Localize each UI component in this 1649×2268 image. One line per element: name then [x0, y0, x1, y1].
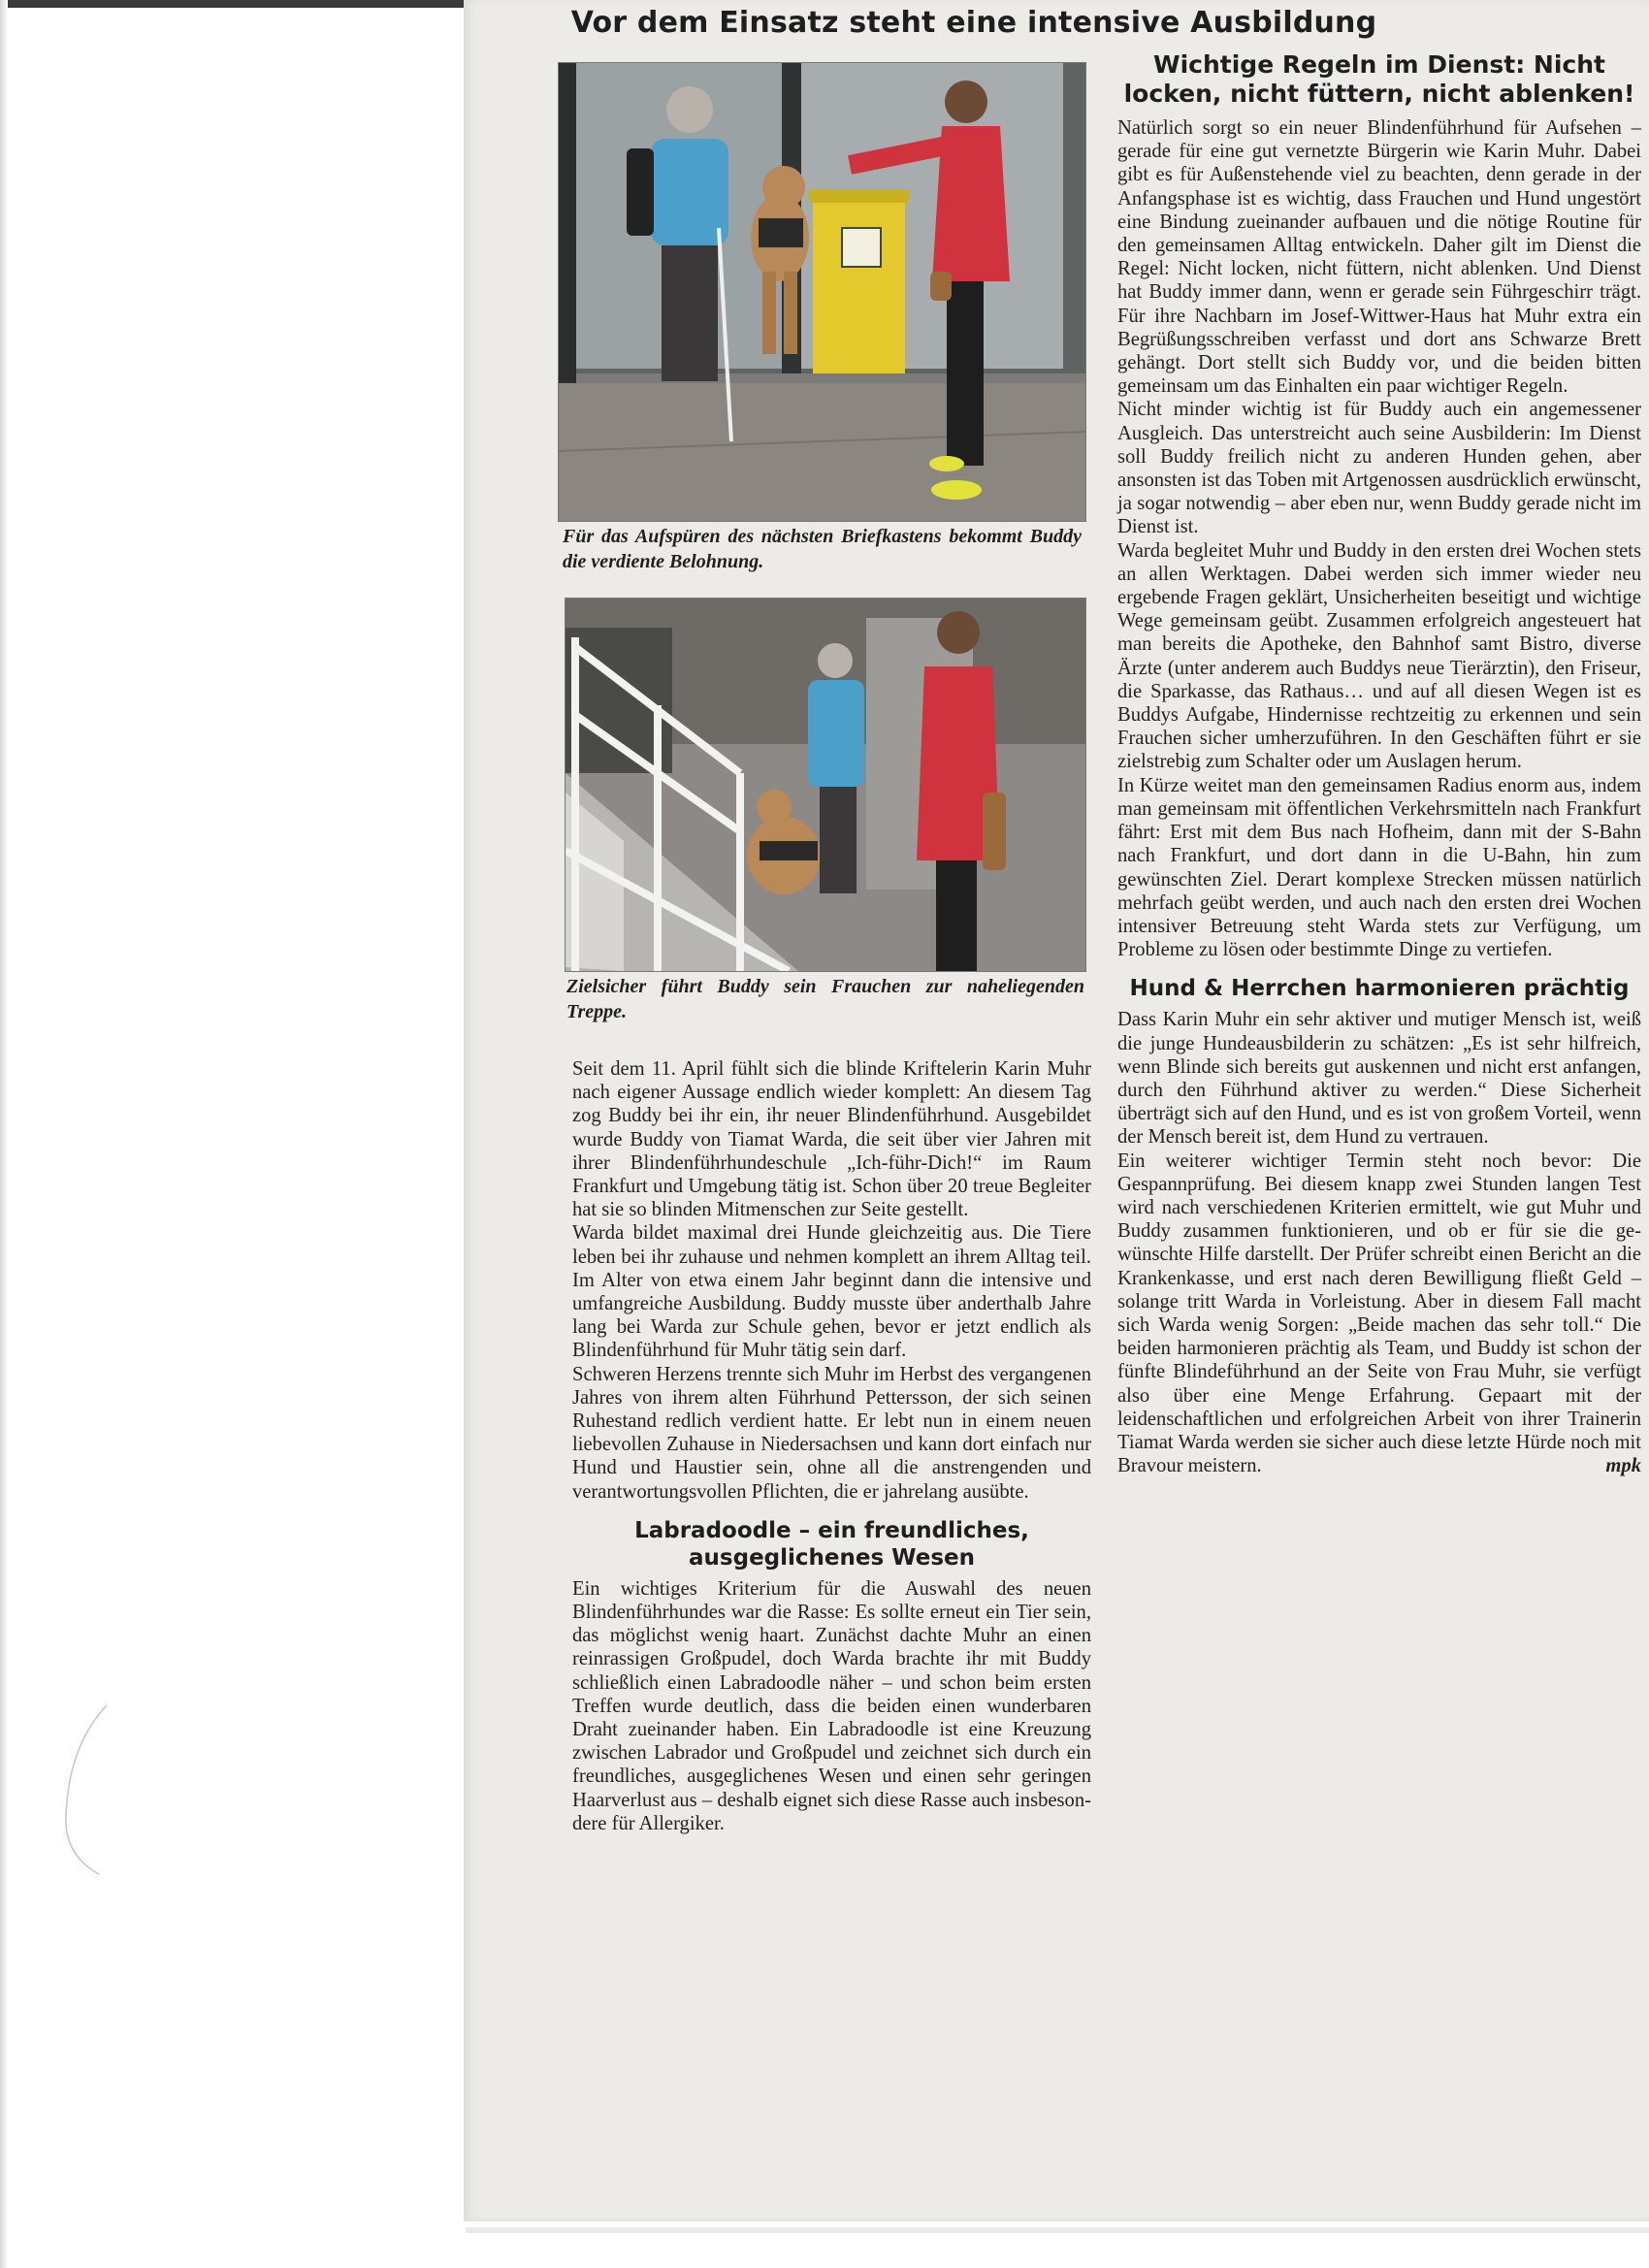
paragraph: In Kürze weitet man den gemeinsamen Radius enorm aus, indem man gemeinsam mit öffentlichen Verkehrsmitteln nach Frankfurt fährt: Erst mit dem Bus nach Hofheim, dann mit der S-Bahn nach Frankfurt, und dort dann in die U-Bahn, hin zum gewünschten Ziel. Derart komplexe Strecken müssen natürlich mehrfach geübt werden, und auch nach den ersten drei Wochen intensiver Betreuung steht Warda stets zur Verfügung, um Probleme zu lösen oder bestimmte Dinge zu vertiefen.	[1117, 774, 1641, 961]
scan-border-bottom	[466, 2227, 1649, 2233]
photo-staircase	[565, 598, 1086, 972]
scan-border-left	[0, 0, 8, 2268]
subheading-labradoodle: Labradoodle – ein freundliches, ausgeglichenes Wesen	[634, 1517, 1029, 1571]
photo-mailbox-reward-image	[559, 63, 1085, 521]
paragraph: Warda begleitet Muhr und Buddy in den ersten drei Wochen stets an allen Werktagen. Dabei werden sich immer wieder neu ergebende Fragen geklärt, Unsicherheiten beseitigt und wichtige Wege gemeinsam geübt. Zusammen erfolgreich angesteuert hat man bereits die Apotheke, den Bahnhof samt Bistro, diverse Ärzte (unter anderem auch Buddys neue Tierärztin), den Friseur, die Sparkasse, das Rathaus… und auf all diesen Wegen ist es Buddys Aufgabe, Hindernisse rechtzeitig zu erkennen und sein Frauchen sicher umherzuführen. In den Geschäften führt er sie zielstrebig zum Schalter oder um Auslagen herum.	[1117, 539, 1641, 773]
article-column-left	[572, 1057, 1091, 1835]
photo-mailbox-caption: Für das Aufspüren des nächsten Briefkastens bekommt Buddy die verdiente Belohnung.	[563, 526, 1082, 572]
paragraph: Warda bildet maximal drei Hunde gleichzeitig aus. Die Tiere leben bei ihr zuhause und nehmen komplett an ihrem Alltag teil. Im Alter von etwa einem Jahr beginnt dann die intensive und umfangreiche Ausbildung. Buddy musste über anderthalb Jahre lang bei Warda zur Schule gehen, bevor er jetzt endlich als Blindenführhund für Muhr tätig sein darf.	[572, 1222, 1091, 1362]
paragraph: Nicht minder wichtig ist für Buddy auch ein angemessener Ausgleich. Das unterstreicht auch seine Ausbilderin: Im Dienst soll Buddy freilich nicht zu anderen Hunden gehen, aber ansonsten ist das Toben mit Artgenossen ausdrücklich erwünscht, ja sogar notwendig – aber eben nur, wenn Buddy gerade nicht im Dienst ist.	[1117, 399, 1641, 538]
pencil-mark	[39, 1698, 126, 1882]
paragraph: Schweren Herzens trennte sich Muhr im Herbst des vergangenen Jahres von ihrem alten Führhund Pettersson, der sich seinen Ruhestand redlich verdient hatte. Er lebt nun in einem neuen liebevollen Zuhause in Niedersachsen und kann dort einfach nur Hund und Haustier sein, ohne all die anstrengenden und verantwortungsvollen Pflichten, die er jahrelang ausübte.	[572, 1363, 1091, 1503]
article-headline: Vor dem Einsatz steht eine intensive Ausbildung	[570, 6, 1377, 40]
article-column-right	[1117, 116, 1641, 1478]
author-byline: mpk	[1605, 1455, 1641, 1477]
paragraph: Seit dem 11. April fühlt sich die blinde Kriftelerin Karin Muhr nach eigener Aussage endlich wieder komplett: An diesem Tag zog Buddy bei ihr ein, ihr neuer Blindenführhund. Ausgebildet wurde Buddy von Tiamat Warda, die seit über vier Jahren mit ihrer Blindenführhundeschule „Ich-führ-Dich!“ im Raum Frankfurt und Umgebung tätig ist. Schon über 20 treue Begleiter hat sie so blinden Mitmenschen zur Seite gestellt.	[572, 1058, 1091, 1221]
paragraph: Ein weiterer wichtiger Termin steht noch bevor: Die Gespannprüfung. Bei diesem knapp zwei Stunden langen Test wird nach verschiedenen Kriterien ermittelt, wie gut Muhr und Buddy zusammen funktionieren, und ob er für sie die gewünschte Hilfe darstellt. Der Prüfer schreibt einen Bericht an die Krankenkasse, und erst nach deren Bewilligung fließt Geld – solange tritt Warda in Vorleistung. Aber in diesem Fall macht sich Warda wenig Sorgen: „Beide machen das sehr toll.“ Die beiden harmonieren prächtig als Team, und Buddy ist schon der fünfte Blindeführhund an der Seite von Frau Muhr, sie verfügt also über eine Menge Erfahrung. Gepaart mit der leidenschaftlichen und erfolgreichen Arbeit von ihrer Trainerin Tiamat Warda werden sie sicher auch diese letzte Hürde noch mit Bravour meistern.	[1117, 1150, 1641, 1477]
subheading-rules: Wichtige Regeln im Dienst: Nicht locken, nicht füttern, nicht ablenken!	[1123, 50, 1635, 108]
subheading-harmony: Hund & Herrchen harmonieren prächtig	[1129, 976, 1630, 1002]
paragraph: Ein wichtiges Kriterium für die Auswahl des neuen Blindenführhundes war die Rasse: Es sollte erneut ein Tier sein, das möglichst wenig haart. Zunächst dachte Muhr an einen reinrassigen Großpudel, doch Warda brachte ihr mit Buddy schließlich einen Labradoodle näher – und schon beim ersten Treffen wurde deutlich, dass die beiden einen wunderbaren Draht zueinander haben. Ein Labradoodle ist eine Kreuzung zwischen Labrador und Großpudel und zeichnet sich durch ein freundliches, ausgeglichenes Wesen und einen sehr geringen Haarverlust aus – deshalb eignet sich diese Rasse auch insbesondere für Allergiker.	[572, 1577, 1091, 1834]
paragraph: Natürlich sorgt so ein neuer Blindenführhund für Aufsehen – gerade für eine gut vernetzte Bürgerin wie Karin Muhr. Dabei gibt es für Außenstehende viel zu beachten, denn gerade in der Anfangsphase ist es wichtig, dass Frauchen und Hund ungestört eine Bindung zueinander aufbauen und die nötige Routine für den gemeinsamen Alltag entwickeln. Daher gilt im Dienst die Regel: Nicht locken, nicht füttern, nicht ablenken. Und Dienst hat Buddy immer dann, wenn er gerade sein Führgeschirr trägt. Für ihre Nachbarn im Josef-Wittwer-Haus hat Muhr extra ein Begrüßungsschreiben verfasst und dort ans Schwarze Brett gehängt. Dort stellt sich Buddy vor, und die beiden bitten gemeinsam um das Einhalten ein paar wichtiger Regeln.	[1117, 117, 1641, 398]
scan-border-top	[0, 0, 464, 8]
photo-mailbox-reward	[558, 62, 1086, 522]
photo-staircase-caption: Zielsicher führt Buddy sein Frauchen zur naheliegenden Treppe.	[566, 976, 1084, 1022]
paragraph: Dass Karin Muhr ein sehr aktiver und mutiger Mensch ist, weiß die junge Hundeausbilderin zu schätzen: „Es ist sehr hilfreich, wenn Blinde sich bereits gut auskennen und nicht erst anfangen, durch den Führhund aktiver zu werden.“ Diese Sicherheit überträgt sich auf den Hund, und es ist von großem Vorteil, wenn der Mensch bereit ist, dem Hund zu vertrauen.	[1117, 1009, 1641, 1149]
photo-staircase-image	[566, 599, 1085, 971]
